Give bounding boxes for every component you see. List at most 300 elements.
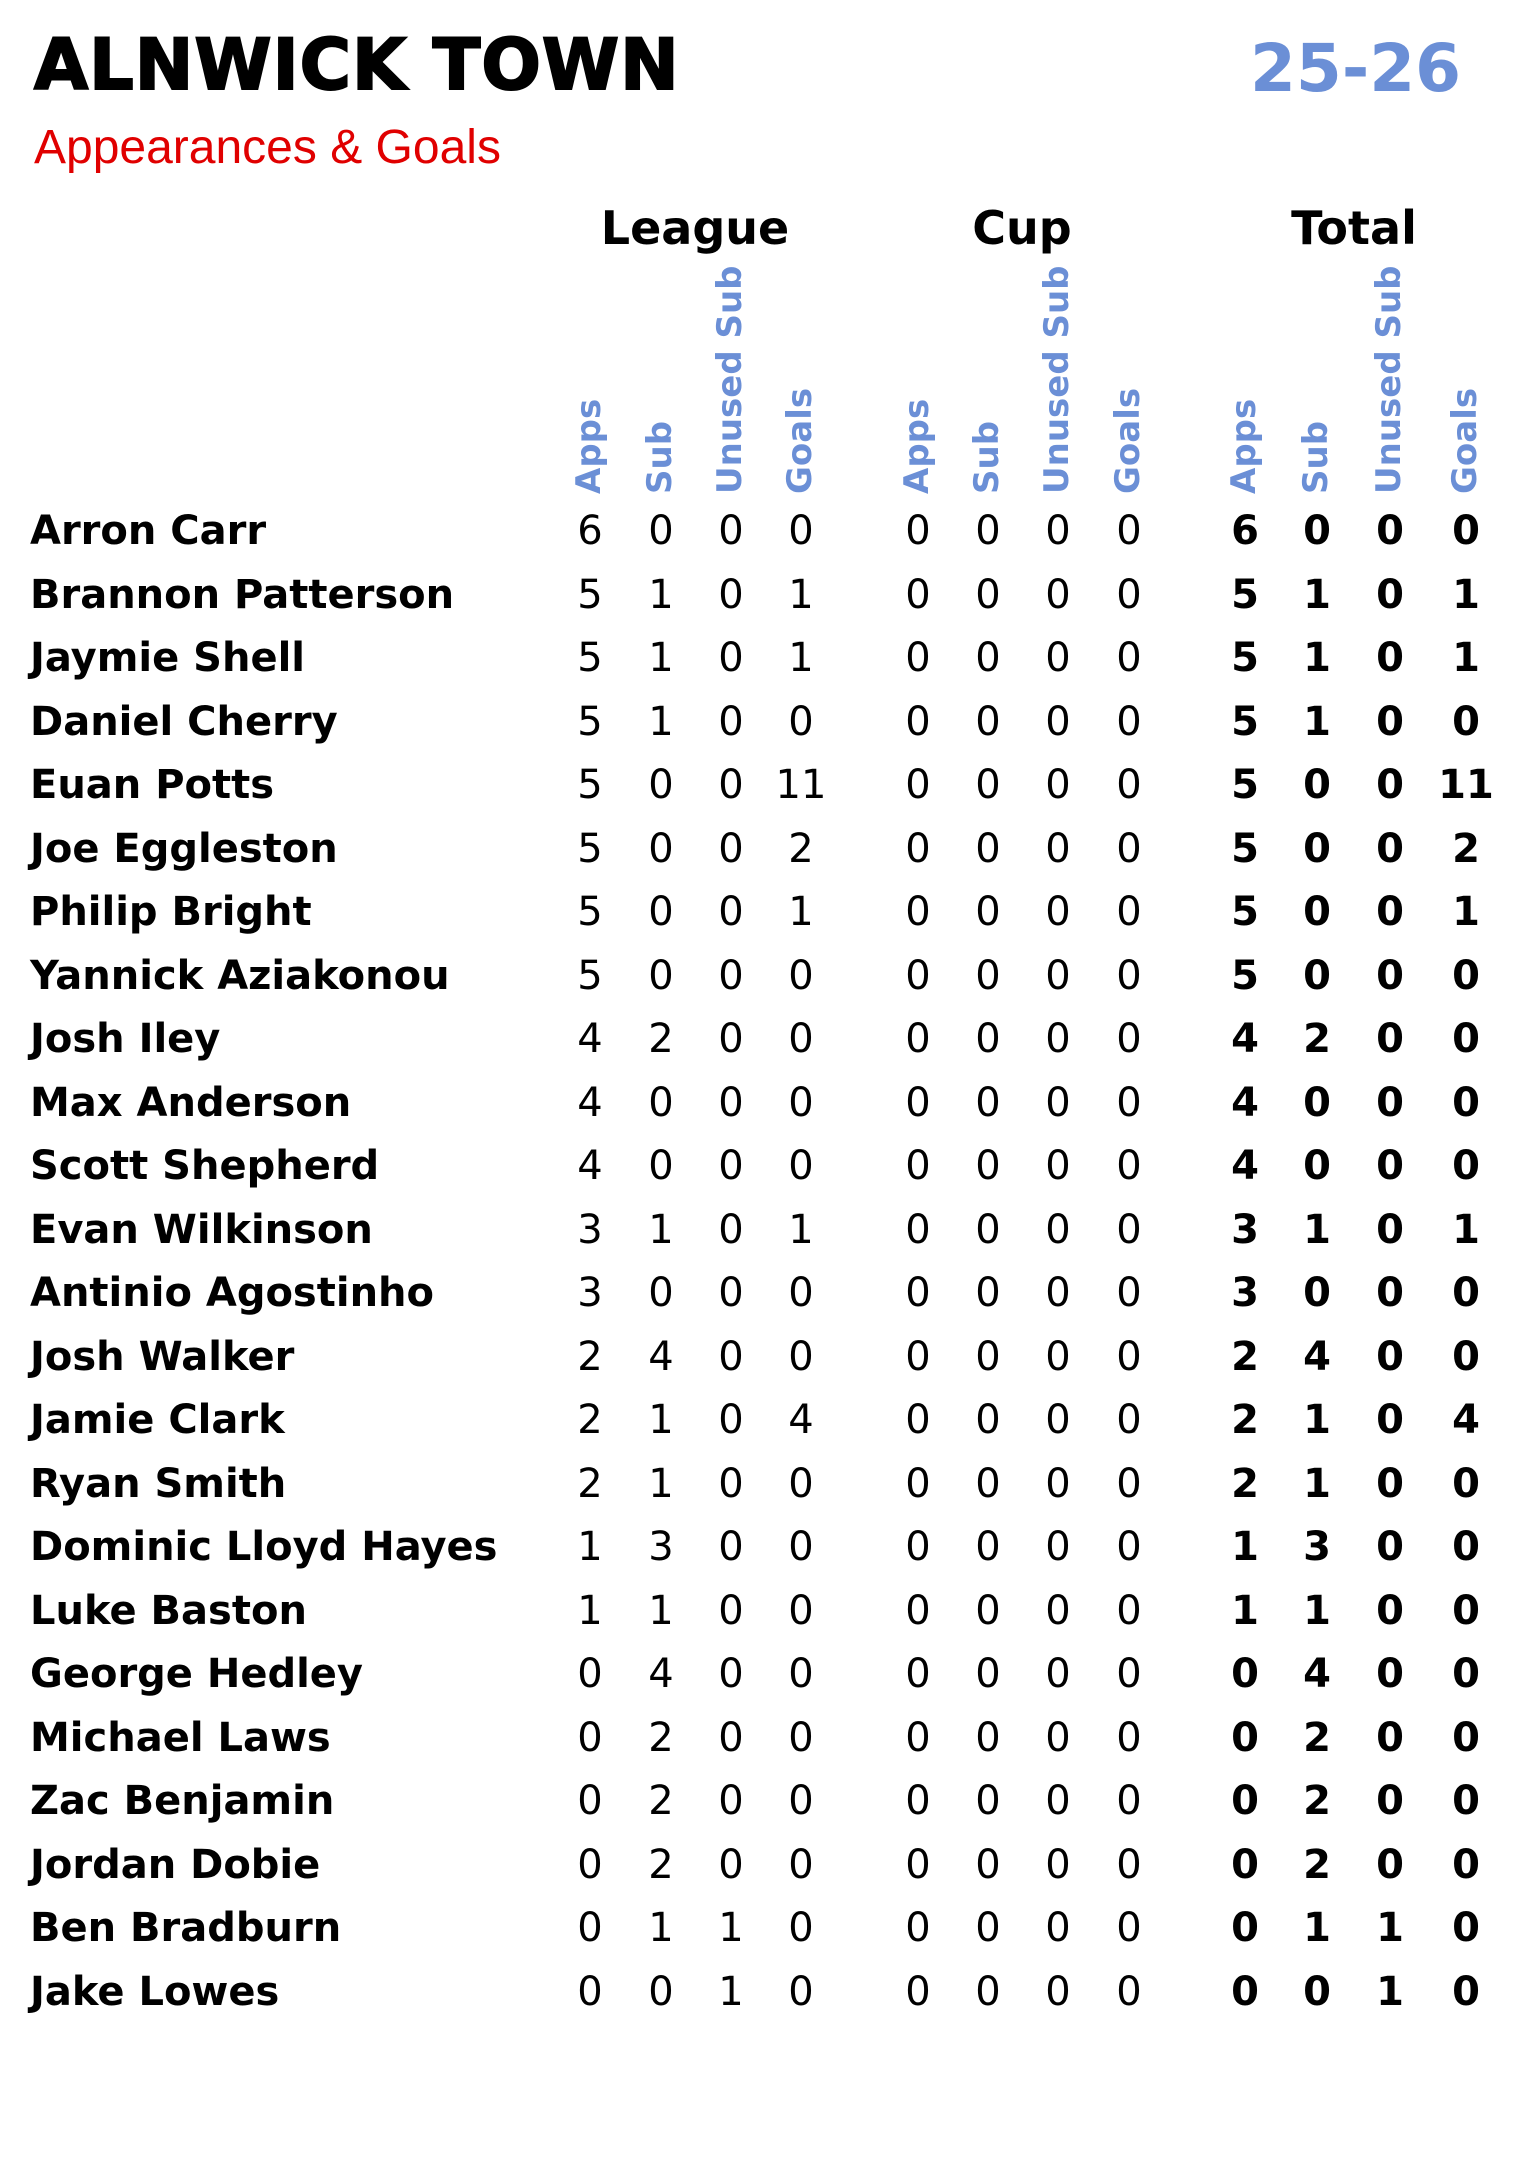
total-sub-cell: 0 <box>1303 1143 1331 1189</box>
group-header-league: League <box>600 201 790 255</box>
cup-apps-cell: 0 <box>905 1461 931 1507</box>
league-goals-cell: 1 <box>788 889 814 935</box>
cup-sub-cell: 0 <box>975 1524 1001 1570</box>
league-apps-cell: 5 <box>577 826 603 872</box>
cup-apps-cell: 0 <box>905 1969 931 2015</box>
total-goals-cell: 1 <box>1452 572 1480 618</box>
total-sub-cell: 0 <box>1303 508 1331 554</box>
cup-sub-cell: 0 <box>975 1080 1001 1126</box>
league-apps-cell: 5 <box>577 572 603 618</box>
table-row <box>0 1961 1522 2024</box>
table-row <box>0 1389 1522 1452</box>
cup-unused-sub-cell: 0 <box>1045 1842 1071 1888</box>
season-label: 25-26 <box>1250 30 1462 107</box>
table-row <box>0 1008 1522 1071</box>
league-sub-cell: 4 <box>648 1334 674 1380</box>
table-row <box>0 1072 1522 1135</box>
total-goals-cell: 1 <box>1452 1207 1480 1253</box>
league-goals-cell: 11 <box>775 762 827 808</box>
total-sub-cell: 2 <box>1303 1842 1331 1888</box>
total-apps-cell: 2 <box>1231 1397 1259 1443</box>
cup-unused-sub-cell: 0 <box>1045 762 1071 808</box>
total-goals-cell: 0 <box>1452 953 1480 999</box>
total-unused-sub-cell: 0 <box>1376 1588 1404 1634</box>
total-unused-sub-cell: 0 <box>1376 1143 1404 1189</box>
cup-sub-header: Sub <box>967 420 1007 494</box>
league-goals-cell: 0 <box>788 1651 814 1697</box>
total-goals-cell: 0 <box>1452 1651 1480 1697</box>
total-apps-cell: 6 <box>1231 508 1259 554</box>
cup-sub-cell: 0 <box>975 1905 1001 1951</box>
cup-unused-sub-cell: 0 <box>1045 1651 1071 1697</box>
player-name: Jaymie Shell <box>30 635 305 681</box>
cup-goals-cell: 0 <box>1116 1905 1142 1951</box>
total-unused-sub-cell: 0 <box>1376 699 1404 745</box>
total-sub-cell: 1 <box>1303 1397 1331 1443</box>
table-row <box>0 1834 1522 1897</box>
total-apps-cell: 0 <box>1231 1651 1259 1697</box>
league-sub-cell: 1 <box>648 1461 674 1507</box>
cup-apps-cell: 0 <box>905 699 931 745</box>
cup-unused-sub-cell: 0 <box>1045 1588 1071 1634</box>
league-sub-header: Sub <box>640 420 680 494</box>
total-unused-sub-cell: 0 <box>1376 1397 1404 1443</box>
total-goals-cell: 0 <box>1452 1842 1480 1888</box>
page-subtitle: Appearances & Goals <box>34 121 501 174</box>
total-apps-cell: 5 <box>1231 762 1259 808</box>
league-apps-cell: 1 <box>577 1588 603 1634</box>
total-sub-cell: 4 <box>1303 1334 1331 1380</box>
total-unused-sub-cell: 0 <box>1376 1270 1404 1316</box>
cup-goals-cell: 0 <box>1116 953 1142 999</box>
total-apps-cell: 5 <box>1231 826 1259 872</box>
total-goals-cell: 0 <box>1452 1080 1480 1126</box>
league-sub-cell: 1 <box>648 1207 674 1253</box>
table-row <box>0 754 1522 817</box>
table-row <box>0 1516 1522 1579</box>
cup-apps-cell: 0 <box>905 762 931 808</box>
league-apps-cell: 0 <box>577 1842 603 1888</box>
league-sub-cell: 1 <box>648 1588 674 1634</box>
total-unused-sub-cell: 0 <box>1376 508 1404 554</box>
cup-sub-cell: 0 <box>975 953 1001 999</box>
cup-apps-cell: 0 <box>905 1524 931 1570</box>
cup-unused-sub-cell: 0 <box>1045 508 1071 554</box>
league-sub-cell: 0 <box>648 1143 674 1189</box>
league-sub-cell: 2 <box>648 1715 674 1761</box>
table-row <box>0 691 1522 754</box>
table-row <box>0 1580 1522 1643</box>
table-row <box>0 1326 1522 1389</box>
cup-sub-cell: 0 <box>975 889 1001 935</box>
total-sub-cell: 2 <box>1303 1016 1331 1062</box>
cup-unused-sub-cell: 0 <box>1045 1143 1071 1189</box>
total-unused-sub-cell: 0 <box>1376 889 1404 935</box>
cup-unused-sub-cell: 0 <box>1045 1905 1071 1951</box>
player-name: Michael Laws <box>30 1715 331 1761</box>
cup-goals-cell: 0 <box>1116 1143 1142 1189</box>
player-name: Josh Iley <box>30 1016 221 1062</box>
league-unused-sub-cell: 0 <box>718 1651 744 1697</box>
table-row <box>0 500 1522 563</box>
player-name: Jake Lowes <box>30 1969 280 2015</box>
cup-sub-cell: 0 <box>975 572 1001 618</box>
cup-sub-cell: 0 <box>975 1778 1001 1824</box>
cup-sub-cell: 0 <box>975 1651 1001 1697</box>
cup-goals-cell: 0 <box>1116 1016 1142 1062</box>
cup-sub-cell: 0 <box>975 1715 1001 1761</box>
league-unused-sub-cell: 0 <box>718 953 744 999</box>
total-unused-sub-cell: 0 <box>1376 1778 1404 1824</box>
league-unused-sub-cell: 0 <box>718 1334 744 1380</box>
league-sub-cell: 0 <box>648 953 674 999</box>
total-sub-cell: 1 <box>1303 699 1331 745</box>
league-apps-cell: 0 <box>577 1715 603 1761</box>
league-sub-cell: 1 <box>648 572 674 618</box>
player-name: Dominic Lloyd Hayes <box>30 1524 498 1570</box>
league-apps-cell: 0 <box>577 1778 603 1824</box>
cup-unused-sub-cell: 0 <box>1045 572 1071 618</box>
cup-goals-cell: 0 <box>1116 826 1142 872</box>
league-sub-cell: 1 <box>648 1905 674 1951</box>
league-unused-sub-cell: 0 <box>718 1524 744 1570</box>
cup-apps-cell: 0 <box>905 1207 931 1253</box>
league-unused-sub-cell: 0 <box>718 1588 744 1634</box>
cup-apps-cell: 0 <box>905 1397 931 1443</box>
total-unused-sub-cell: 0 <box>1376 635 1404 681</box>
player-name: George Hedley <box>30 1651 364 1697</box>
league-apps-cell: 3 <box>577 1270 603 1316</box>
cup-goals-header: Goals <box>1108 387 1148 494</box>
league-sub-cell: 1 <box>648 699 674 745</box>
league-apps-cell: 5 <box>577 699 603 745</box>
total-sub-cell: 1 <box>1303 572 1331 618</box>
cup-sub-cell: 0 <box>975 699 1001 745</box>
total-goals-header: Goals <box>1445 387 1485 494</box>
total-sub-cell: 1 <box>1303 1461 1331 1507</box>
total-unused-sub-cell: 0 <box>1376 1207 1404 1253</box>
player-name: Evan Wilkinson <box>30 1207 373 1253</box>
player-name: Luke Baston <box>30 1588 307 1634</box>
total-unused-sub-cell: 0 <box>1376 1080 1404 1126</box>
league-sub-cell: 3 <box>648 1524 674 1570</box>
total-sub-cell: 0 <box>1303 1969 1331 2015</box>
player-name: Scott Shepherd <box>30 1143 380 1189</box>
cup-goals-cell: 0 <box>1116 1969 1142 2015</box>
total-goals-cell: 0 <box>1452 1524 1480 1570</box>
league-goals-cell: 0 <box>788 1842 814 1888</box>
league-sub-cell: 0 <box>648 762 674 808</box>
player-name: Daniel Cherry <box>30 699 338 745</box>
league-goals-cell: 0 <box>788 1334 814 1380</box>
table-row <box>0 1770 1522 1833</box>
cup-unused-sub-cell: 0 <box>1045 1715 1071 1761</box>
league-apps-cell: 4 <box>577 1143 603 1189</box>
player-name: Jordan Dobie <box>30 1842 321 1888</box>
league-unused-sub-cell: 0 <box>718 1715 744 1761</box>
league-goals-cell: 0 <box>788 1080 814 1126</box>
cup-goals-cell: 0 <box>1116 508 1142 554</box>
total-unused-sub-cell: 0 <box>1376 572 1404 618</box>
total-apps-cell: 0 <box>1231 1969 1259 2015</box>
league-apps-cell: 6 <box>577 508 603 554</box>
cup-goals-cell: 0 <box>1116 1588 1142 1634</box>
league-apps-cell: 2 <box>577 1461 603 1507</box>
cup-unused-sub-cell: 0 <box>1045 953 1071 999</box>
total-goals-cell: 11 <box>1438 762 1494 808</box>
table-row <box>0 881 1522 944</box>
total-goals-cell: 0 <box>1452 1143 1480 1189</box>
total-apps-cell: 2 <box>1231 1461 1259 1507</box>
total-apps-cell: 5 <box>1231 699 1259 745</box>
league-unused-sub-cell: 0 <box>718 572 744 618</box>
total-goals-cell: 0 <box>1452 1715 1480 1761</box>
league-unused-sub-cell: 0 <box>718 1016 744 1062</box>
total-apps-cell: 5 <box>1231 953 1259 999</box>
cup-unused-sub-cell: 0 <box>1045 1080 1071 1126</box>
cup-unused-sub-cell: 0 <box>1045 1461 1071 1507</box>
league-goals-cell: 0 <box>788 1270 814 1316</box>
cup-goals-cell: 0 <box>1116 699 1142 745</box>
cup-goals-cell: 0 <box>1116 635 1142 681</box>
total-goals-cell: 0 <box>1452 699 1480 745</box>
total-sub-cell: 4 <box>1303 1651 1331 1697</box>
group-header-cup: Cup <box>972 201 1072 255</box>
league-unused-sub-cell: 1 <box>718 1905 744 1951</box>
cup-goals-cell: 0 <box>1116 1270 1142 1316</box>
cup-apps-cell: 0 <box>905 1715 931 1761</box>
league-goals-cell: 0 <box>788 1524 814 1570</box>
total-apps-cell: 3 <box>1231 1207 1259 1253</box>
player-name: Zac Benjamin <box>30 1778 335 1824</box>
total-unused-sub-cell: 0 <box>1376 1524 1404 1570</box>
total-unused-sub-cell: 1 <box>1376 1905 1404 1951</box>
cup-unused-sub-cell: 0 <box>1045 1397 1071 1443</box>
total-apps-cell: 4 <box>1231 1143 1259 1189</box>
cup-sub-cell: 0 <box>975 635 1001 681</box>
league-goals-cell: 0 <box>788 953 814 999</box>
league-sub-cell: 4 <box>648 1651 674 1697</box>
cup-unused-sub-cell: 0 <box>1045 699 1071 745</box>
league-apps-cell: 4 <box>577 1080 603 1126</box>
total-sub-cell: 2 <box>1303 1778 1331 1824</box>
league-goals-cell: 0 <box>788 1715 814 1761</box>
league-apps-cell: 5 <box>577 635 603 681</box>
total-apps-cell: 3 <box>1231 1270 1259 1316</box>
cup-sub-cell: 0 <box>975 1842 1001 1888</box>
league-goals-cell: 0 <box>788 508 814 554</box>
total-goals-cell: 0 <box>1452 1334 1480 1380</box>
cup-apps-cell: 0 <box>905 1016 931 1062</box>
cup-apps-cell: 0 <box>905 1588 931 1634</box>
cup-sub-cell: 0 <box>975 1270 1001 1316</box>
total-sub-cell: 3 <box>1303 1524 1331 1570</box>
total-goals-cell: 4 <box>1452 1397 1480 1443</box>
league-apps-cell: 0 <box>577 1651 603 1697</box>
total-sub-cell: 0 <box>1303 889 1331 935</box>
cup-goals-cell: 0 <box>1116 1651 1142 1697</box>
total-unused-sub-cell: 0 <box>1376 953 1404 999</box>
total-unused-sub-cell: 0 <box>1376 1715 1404 1761</box>
cup-sub-cell: 0 <box>975 1016 1001 1062</box>
total-apps-cell: 2 <box>1231 1334 1259 1380</box>
total-apps-cell: 0 <box>1231 1778 1259 1824</box>
league-goals-cell: 1 <box>788 635 814 681</box>
player-name: Arron Carr <box>30 508 267 554</box>
league-unused-sub-cell: 0 <box>718 1270 744 1316</box>
total-unused-sub-cell: 0 <box>1376 1461 1404 1507</box>
cup-sub-cell: 0 <box>975 508 1001 554</box>
cup-goals-cell: 0 <box>1116 1207 1142 1253</box>
table-row <box>0 818 1522 881</box>
cup-sub-cell: 0 <box>975 762 1001 808</box>
league-apps-cell: 5 <box>577 889 603 935</box>
total-apps-cell: 0 <box>1231 1905 1259 1951</box>
player-name: Yannick Aziakonou <box>30 953 450 999</box>
cup-sub-cell: 0 <box>975 1461 1001 1507</box>
cup-sub-cell: 0 <box>975 1334 1001 1380</box>
league-unused-sub-cell: 1 <box>718 1969 744 2015</box>
league-unused-sub-cell: 0 <box>718 1207 744 1253</box>
league-sub-cell: 2 <box>648 1016 674 1062</box>
table-row <box>0 1643 1522 1706</box>
league-goals-cell: 2 <box>788 826 814 872</box>
league-goals-cell: 4 <box>788 1397 814 1443</box>
cup-goals-cell: 0 <box>1116 572 1142 618</box>
total-apps-cell: 1 <box>1231 1524 1259 1570</box>
cup-unused-sub-cell: 0 <box>1045 635 1071 681</box>
total-sub-cell: 2 <box>1303 1715 1331 1761</box>
league-apps-cell: 5 <box>577 953 603 999</box>
total-sub-cell: 0 <box>1303 762 1331 808</box>
player-name: Ryan Smith <box>30 1461 287 1507</box>
cup-sub-cell: 0 <box>975 826 1001 872</box>
cup-goals-cell: 0 <box>1116 1524 1142 1570</box>
cup-apps-cell: 0 <box>905 1778 931 1824</box>
league-unused-sub-cell: 0 <box>718 1397 744 1443</box>
table-row <box>0 1199 1522 1262</box>
cup-unused-sub-cell: 0 <box>1045 1334 1071 1380</box>
league-sub-cell: 2 <box>648 1778 674 1824</box>
cup-apps-cell: 0 <box>905 889 931 935</box>
total-sub-cell: 1 <box>1303 635 1331 681</box>
league-unused-sub-cell: 0 <box>718 699 744 745</box>
cup-unused-sub-cell: 0 <box>1045 826 1071 872</box>
table-row <box>0 1897 1522 1960</box>
cup-goals-cell: 0 <box>1116 1461 1142 1507</box>
league-sub-cell: 0 <box>648 508 674 554</box>
league-sub-cell: 0 <box>648 1969 674 2015</box>
total-apps-cell: 4 <box>1231 1080 1259 1126</box>
cup-goals-cell: 0 <box>1116 1778 1142 1824</box>
total-apps-cell: 0 <box>1231 1842 1259 1888</box>
league-unused-sub-cell: 0 <box>718 1143 744 1189</box>
league-sub-cell: 0 <box>648 826 674 872</box>
player-name: Josh Walker <box>30 1334 295 1380</box>
cup-apps-cell: 0 <box>905 1651 931 1697</box>
league-goals-cell: 0 <box>788 1778 814 1824</box>
total-sub-cell: 1 <box>1303 1588 1331 1634</box>
league-apps-cell: 2 <box>577 1397 603 1443</box>
total-sub-cell: 1 <box>1303 1207 1331 1253</box>
total-goals-cell: 0 <box>1452 1905 1480 1951</box>
table-row <box>0 1262 1522 1325</box>
league-apps-cell: 0 <box>577 1969 603 2015</box>
cup-sub-cell: 0 <box>975 1969 1001 2015</box>
league-goals-cell: 0 <box>788 699 814 745</box>
total-apps-cell: 1 <box>1231 1588 1259 1634</box>
total-unused-sub-cell: 0 <box>1376 1842 1404 1888</box>
total-sub-cell: 1 <box>1303 1905 1331 1951</box>
total-sub-cell: 0 <box>1303 826 1331 872</box>
player-name: Jamie Clark <box>30 1397 285 1443</box>
total-unused-sub-cell: 1 <box>1376 1969 1404 2015</box>
total-sub-cell: 0 <box>1303 1080 1331 1126</box>
cup-sub-cell: 0 <box>975 1588 1001 1634</box>
league-goals-cell: 1 <box>788 1207 814 1253</box>
total-goals-cell: 0 <box>1452 1778 1480 1824</box>
cup-sub-cell: 0 <box>975 1143 1001 1189</box>
cup-apps-cell: 0 <box>905 1143 931 1189</box>
total-apps-cell: 0 <box>1231 1715 1259 1761</box>
table-row <box>0 627 1522 690</box>
league-goals-cell: 0 <box>788 1905 814 1951</box>
cup-unused-sub-cell: 0 <box>1045 1207 1071 1253</box>
table-row <box>0 1135 1522 1198</box>
total-apps-header: Apps <box>1224 398 1264 494</box>
league-unused-sub-cell: 0 <box>718 1461 744 1507</box>
league-unused-sub-cell: 0 <box>718 1778 744 1824</box>
league-unused-sub-cell: 0 <box>718 889 744 935</box>
total-goals-cell: 1 <box>1452 635 1480 681</box>
league-sub-cell: 1 <box>648 635 674 681</box>
total-unused-sub-cell: 0 <box>1376 826 1404 872</box>
league-sub-cell: 1 <box>648 1397 674 1443</box>
table-row <box>0 564 1522 627</box>
cup-goals-cell: 0 <box>1116 762 1142 808</box>
player-name: Philip Bright <box>30 889 312 935</box>
league-sub-cell: 0 <box>648 889 674 935</box>
total-sub-cell: 0 <box>1303 953 1331 999</box>
player-name: Ben Bradburn <box>30 1905 342 1951</box>
cup-unused-sub-cell: 0 <box>1045 1270 1071 1316</box>
league-apps-cell: 0 <box>577 1905 603 1951</box>
total-goals-cell: 0 <box>1452 1588 1480 1634</box>
cup-goals-cell: 0 <box>1116 1397 1142 1443</box>
cup-unused-sub-cell: 0 <box>1045 889 1071 935</box>
league-unused-sub-cell: 0 <box>718 508 744 554</box>
league-apps-header: Apps <box>569 398 609 494</box>
total-goals-cell: 1 <box>1452 889 1480 935</box>
total-goals-cell: 0 <box>1452 1461 1480 1507</box>
league-sub-cell: 2 <box>648 1842 674 1888</box>
cup-unused-sub-cell: 0 <box>1045 1524 1071 1570</box>
total-apps-cell: 4 <box>1231 1016 1259 1062</box>
cup-sub-cell: 0 <box>975 1207 1001 1253</box>
cup-apps-cell: 0 <box>905 1334 931 1380</box>
group-header-total: Total <box>1291 201 1417 255</box>
player-name: Joe Eggleston <box>30 826 338 872</box>
player-name: Max Anderson <box>30 1080 352 1126</box>
total-apps-cell: 5 <box>1231 889 1259 935</box>
total-goals-cell: 0 <box>1452 508 1480 554</box>
player-name: Antinio Agostinho <box>30 1270 435 1316</box>
cup-goals-cell: 0 <box>1116 1715 1142 1761</box>
player-name: Brannon Patterson <box>30 572 455 618</box>
league-apps-cell: 2 <box>577 1334 603 1380</box>
cup-apps-cell: 0 <box>905 508 931 554</box>
total-unused-sub-cell: 0 <box>1376 1651 1404 1697</box>
